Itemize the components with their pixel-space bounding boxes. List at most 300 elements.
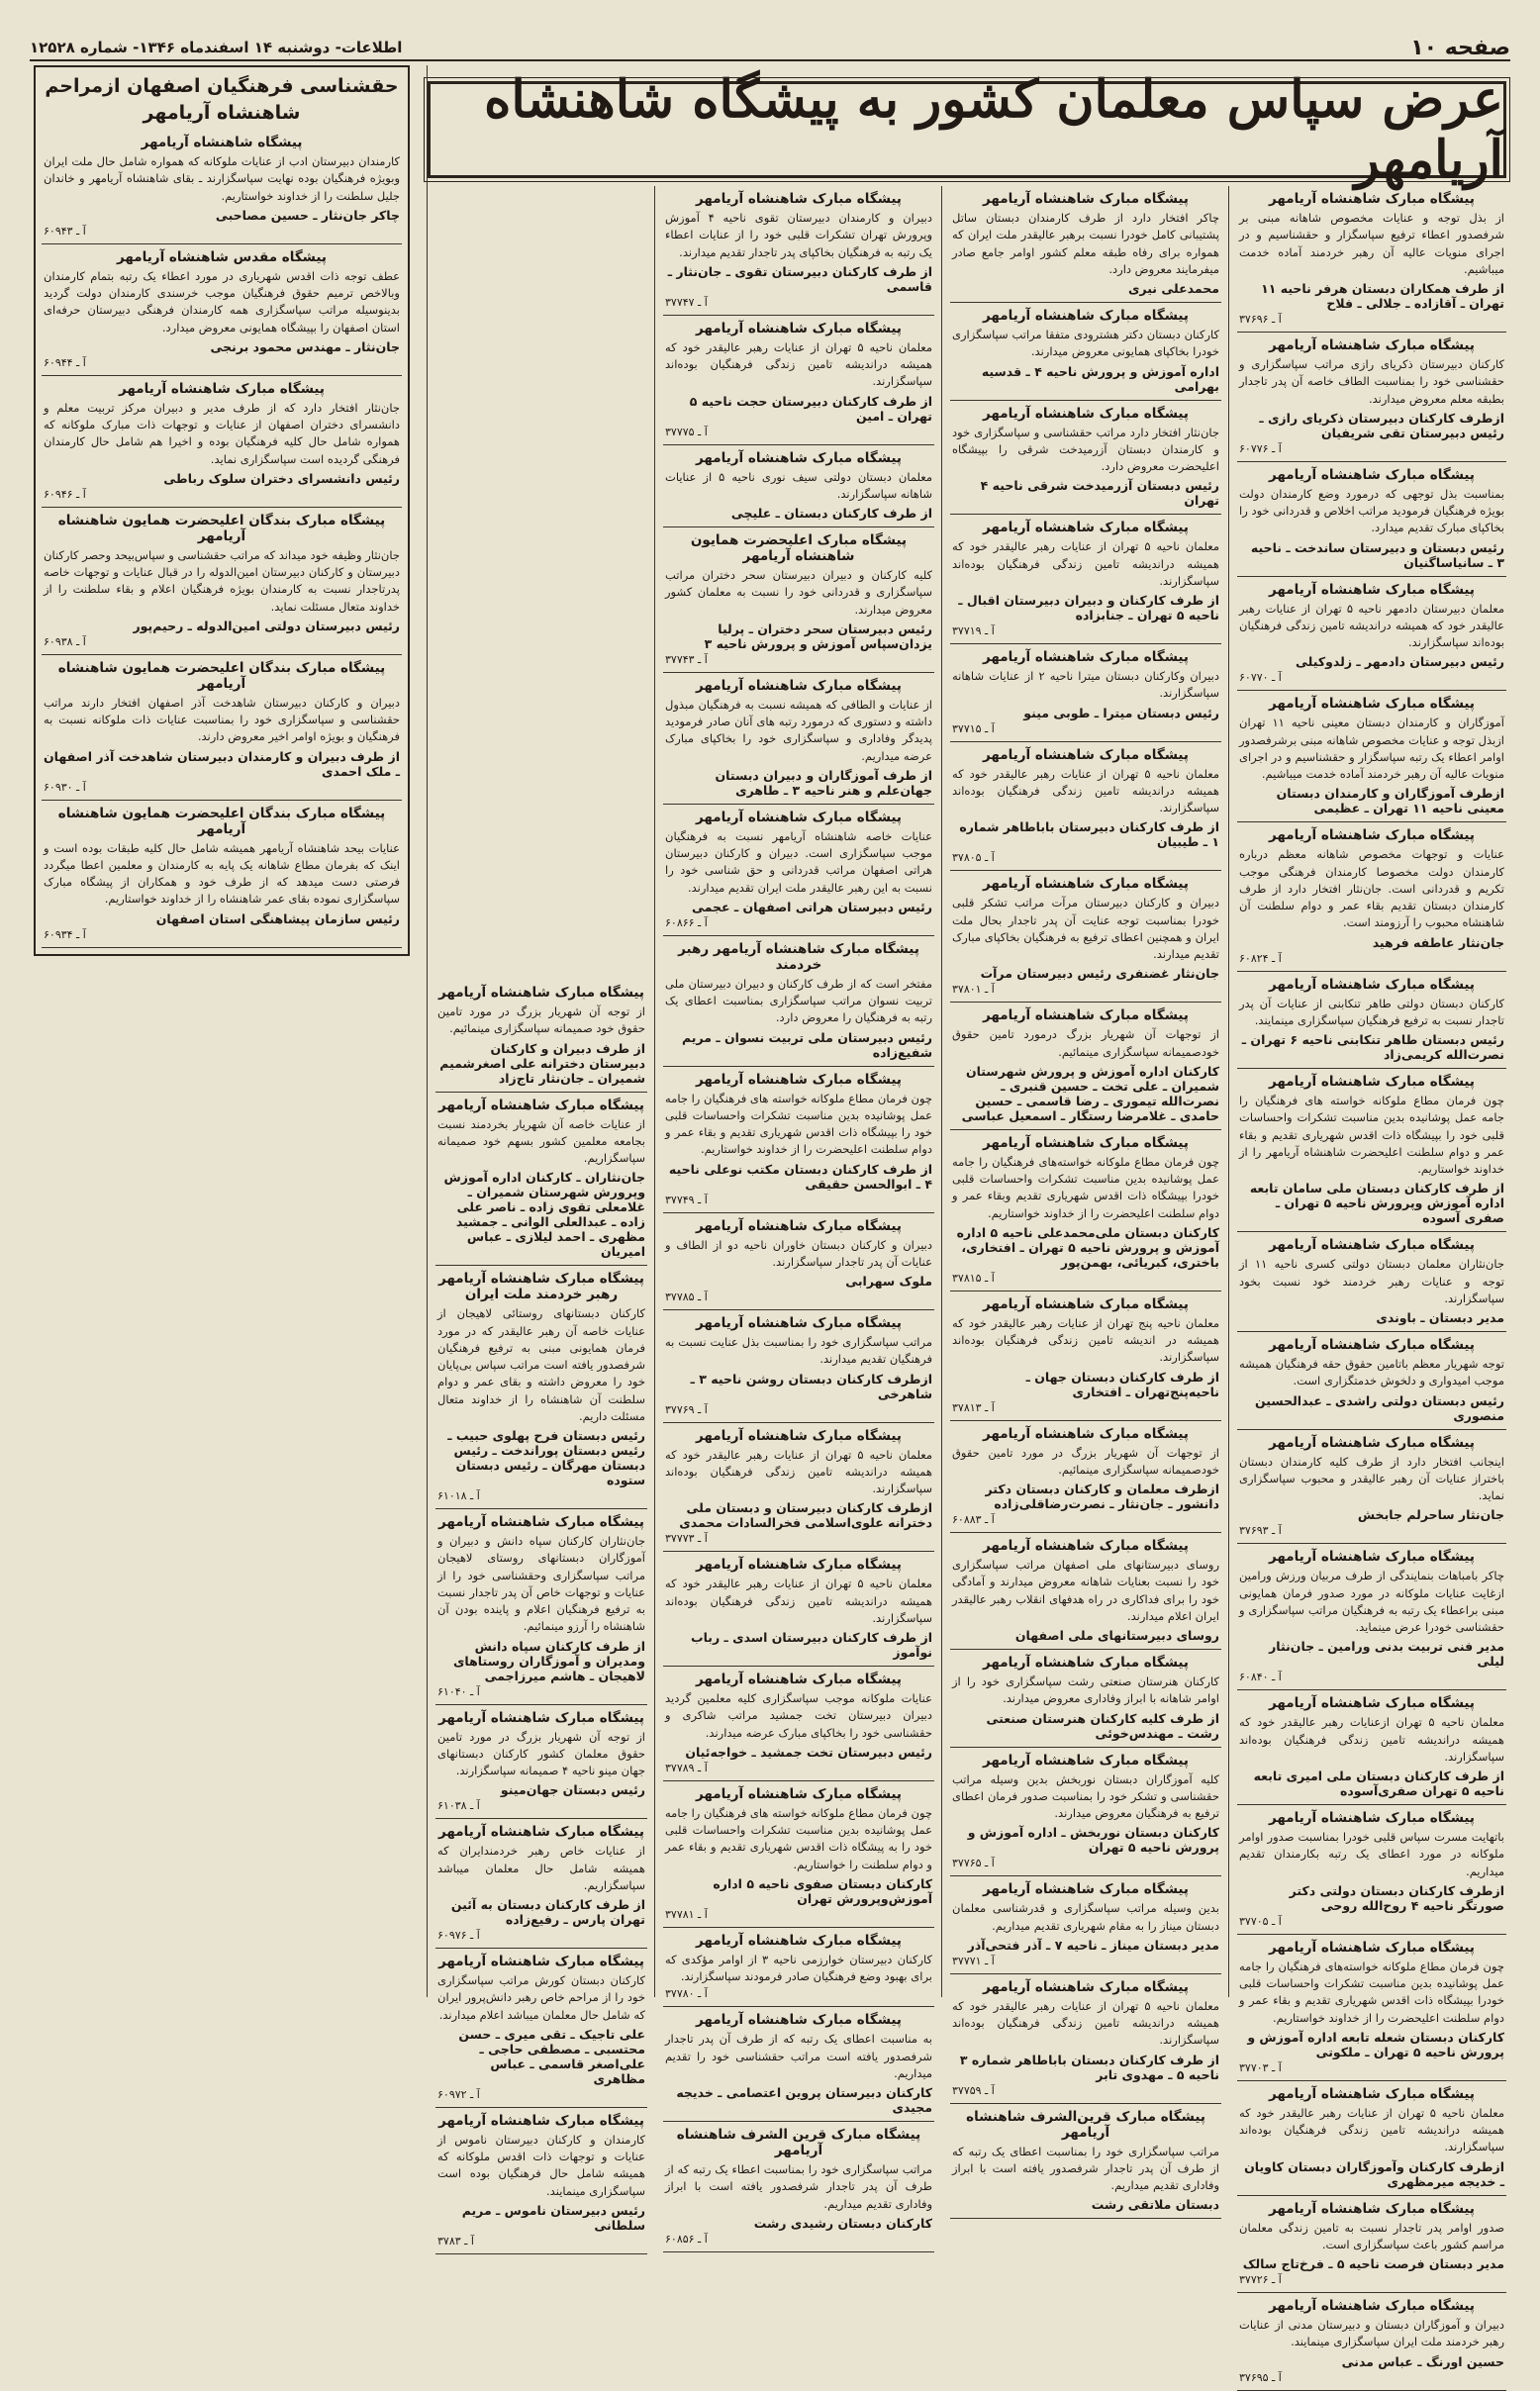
announcement-code: آ ـ ۳۷۶۹۶: [1239, 313, 1282, 326]
announcement-block: [42, 244, 402, 376]
column-rule: [1228, 186, 1229, 1997]
announcement-block: [1237, 186, 1506, 333]
column-3: [659, 186, 938, 2246]
announcement-body: از توجهات آن شهریار بزرگ درمورد تامین حقوق خودصمیمانه سپاسگزاری مینمائیم.: [952, 1027, 1219, 1059]
announcement-body: معلمان ناحیه ۵ تهران از عنایات رهبر عالیقدر خود که همیشه دراندیشه تامین زندگی فرهنگیان بوده‌اند سپاسگزارند.: [952, 766, 1219, 814]
announcement-code: آ ـ ۳۷۸۰۱: [952, 983, 995, 997]
announcement-signature: از طرف کارکنان دبستان جهان ـ ناحیه‌پنج‌تهران ـ افتخاری: [1025, 1369, 1219, 1399]
announcement-title: پیشگاه مبارک شاهنشاه آریامهر: [695, 1785, 903, 1802]
announcement-title: پیشگاه مبارک قرین الشرف شاهنشاه آریامهر: [676, 2127, 921, 2158]
announcement-block: [663, 445, 934, 528]
announcement-block: [1237, 1935, 1506, 2081]
announcement-block: [42, 508, 402, 655]
announcement-body: عطف توجه ذات اقدس شهریاری در مورد اعطاء یک رتبه بتمام کارمندان وبالاخص ترمیم حقوق فرهنگیان موجب خرسندی کارمندان دولت گردید بدینوسیله مراتب سپاسگزاری همه کارمندان فرهنگی دبیرستان حرفه‌ای استان اصفهان را بپیشگاه همایونی معروض میدارد.: [44, 268, 400, 335]
announcement-body: معلمان ناحیه ۵ تهران از عنایات رهبر عالیقدر خود که همیشه دراندیشه تامین زندگی فرهنگیان بوده‌اند سپاسگزارند.: [952, 1998, 1219, 2048]
column-rule: [427, 65, 428, 1997]
announcement-signature: ازطرف معلمان و کارکنان دبستان دکتر دانشور ـ جان‌نثار ـ نصرت‌رضاقلی‌زاده: [985, 1482, 1219, 1511]
announcement-block: [663, 1781, 934, 1928]
announcement-block: [1237, 691, 1506, 822]
announcement-code: آ ـ ۶۱۰۱۸: [437, 1489, 480, 1502]
announcement-code: آ ـ ۶۰۸۸۳: [952, 1513, 995, 1526]
announcement-signature: کارکنان دبستان شعله تابعه اداره آموزش و پرورش ناحیه ۵ تهران ـ ملکوتی: [1247, 2029, 1504, 2059]
announcement-signature: مدیر دبستان میناز ـ ناحیه ۷ ـ آذر فتحی‌آذر: [967, 1937, 1219, 1953]
announcement-signature: از طرف آموزگاران و دبیران دبستان جهان‌علم و هنر ناحیه ۳ ـ طاهری: [715, 767, 932, 798]
announcement-code: آ ـ ۶۱۰۴۰: [437, 1684, 480, 1698]
announcement-block: [1237, 1232, 1506, 1332]
announcement-body: دبیران و آموزگاران دبستان و دبیرستان مدنی از عنایات رهبر خردمند ملت ایران سپاسگزاری مینمایند.: [1239, 2318, 1504, 2349]
announcement-code: آ ـ ۳۷۷۴۷: [665, 295, 708, 309]
announcement-signature: دبستان ملاتقی رشت: [1091, 2197, 1219, 2213]
announcement-signature: حسین اورنگ ـ عباس مدنی: [1341, 2353, 1504, 2369]
announcement-body: دبیران وکارکنان دبستان میترا ناحیه ۲ از عنایات شاهانه سپاسگزارند.: [952, 669, 1219, 701]
announcement-body: از عنایات و الطافی که همیشه نسبت به فرهنگیان مبذول داشته و دستوری که درمورد رتبه های آنان صادر فرمودید پدیدگر وفاداری و سپاسگزاری خود را بخاکپای مبارک عرضه میداریم.: [665, 697, 932, 763]
announcement-code: آ ـ ۶۰۹۴۳: [44, 224, 86, 238]
announcement-signature: اداره آموزش و پرورش ناحیه ۴ ـ قدسیه بهرامی: [981, 363, 1219, 394]
announcement-code: آ ـ ۳۷۷۰۳: [1239, 2060, 1282, 2074]
announcement-title: پیشگاه مبارک شاهنشاه آریامهر: [1268, 1549, 1476, 1566]
announcement-signature: رئیس دبیرستان هراتی اصفهان ـ عجمی: [691, 899, 932, 914]
announcement-block: [950, 401, 1221, 516]
announcement-body: چون فرمان مطاع ملوکانه خواسته های فرهنگیان را جامه عمل پوشانیده بدین مناسبت تشکرات واحساسات قلبی خود را بپیشگاه ذات اقدس شهریاری تقدیم و بقاء عمر و دوام سلطنت اعلیحضرت شاهنشاه آریامهر را از خداوند خواستاریم.: [1239, 1094, 1504, 1176]
announcement-code: آ ـ ۶۰۹۷۶: [437, 1929, 480, 1942]
announcement-body: مفتخر است که از طرف کارکنان و دبیران دبیرستان ملی تربیت نسوان مراتب سپاسگزاری بمناسبت اعطای یک رتبه به فرهنگیان را معروض دارد.: [665, 976, 932, 1025]
announcement-title: پیشگاه مبارک شاهنشاه آریامهر: [695, 809, 903, 825]
announcement-block: [950, 1130, 1221, 1291]
announcement-body: عنایات بیحد شاهنشاه آریامهر همیشه شامل حال کلیه طبقات بوده است و اینک که بفرمان مطاع شاهانه یک پایه به کارمندان و معلمین اعطا میگردد فرصتی دست میدهد که از طرف خود و همکاران از پیشگاه مبارک سپاسگزاری نموده بقای عمر شاهنشاه را از خداوند خواستاریم.: [44, 840, 400, 907]
announcement-code: آ ـ ۳۷۷۸۵: [665, 1291, 708, 1303]
announcement-title: پیشگاه مبارک شاهنشاه آریامهر: [982, 1538, 1190, 1554]
announcement-signature: جان‌نثار غضنفری رئیس دبیرستان مرآت: [980, 966, 1219, 982]
announcement-signature: کارکنان دبستان ملی‌محمدعلی ناحیه ۵ اداره آموزش و پرورش ناحیه ۵ تهران ـ افتخاری، باختری، کبریائی، بهمن‌پور: [956, 1224, 1219, 1270]
announcement-title: پیشگاه مبارک شاهنشاه آریامهر: [695, 449, 903, 466]
announcement-title: پیشگاه مقدس شاهنشاه آریامهر: [116, 248, 327, 265]
announcement-body: صدور اوامر پدر تاجدار نسبت به تامین زندگی معلمان مراسم کشور باعث سپاسگزاری است.: [1239, 2220, 1504, 2251]
announcement-block: [1237, 1544, 1506, 1690]
announcement-title: پیشگاه مبارک شاهنشاه آریامهر: [437, 1824, 645, 1841]
announcement-block: [1237, 2196, 1506, 2294]
announcement-title: پیشگاه مبارک شاهنشاه آریامهر: [437, 1514, 645, 1530]
announcement-code: آ ـ ۶۰۹۷۲: [437, 2087, 480, 2101]
announcement-code: آ ـ ۶۱۰۳۸: [437, 1799, 480, 1813]
announcement-title: پیشگاه مبارک شاهنشاه آریامهر: [982, 1134, 1190, 1151]
announcement-signature: از طرف کارکنان دبستان ملی سامان تابعه اداره آموزش وپرورش ناحیه ۵ تهران ـ صفری آسوده: [1249, 1181, 1504, 1226]
announcement-block: [1237, 822, 1506, 971]
announcement-title: پیشگاه مبارک شاهنشاه آریامهر: [695, 1315, 903, 1331]
headline-banner: [428, 69, 1506, 190]
column-rule: [654, 186, 655, 1997]
announcement-block: [950, 1876, 1221, 1974]
announcement-code: آ ـ ۳۷۷۱۹: [952, 624, 995, 637]
announcement-title: پیشگاه مبارک بندگان اعلیحضرت همایون شاهنشاه آریامهر: [57, 512, 386, 544]
announcement-title: پیشگاه مبارک شاهنشاه آریامهر: [437, 2112, 645, 2129]
announcement-title: پیشگاه مبارک شاهنشاه آریامهر: [1268, 1434, 1476, 1451]
announcement-signature: از طرف همکاران دبستان هرفر ناحیه ۱۱ تهران ـ آقازاده ـ جلالی ـ فلاح: [1261, 281, 1504, 311]
announcement-block: [435, 1266, 647, 1509]
announcement-signature: روسای دبیرستانهای ملی اصفهان: [1014, 1628, 1219, 1643]
announcement-block: [950, 2104, 1221, 2220]
announcement-title: پیشگاه مبارک اعلیحضرت همایون شاهنشاه آریامهر: [690, 532, 908, 564]
announcement-title: پیشگاه مبارک شاهنشاه آریامهر: [982, 746, 1190, 763]
announcement-title: پیشگاه مبارک شاهنشاه آریامهر: [1268, 337, 1476, 353]
announcement-title: پیشگاه مبارک شاهنشاه آریامهر: [1268, 1695, 1476, 1712]
announcement-block: [1237, 972, 1506, 1070]
announcement-body: معلمان ناحیه پنج تهران از عنایات رهبر عالیقدر خود که همیشه در اندیشه تامین زندگی فرهنگیان بوده‌اند سپاسگزارند.: [952, 1315, 1219, 1365]
announcement-body: کلیه آموزگاران دبستان نوربخش بدین وسیله مراتب حقشناسی و تشکر خود را بمناسبت صدور فرمان اعطای ترفیع به فرهنگیان معروض میدارند.: [952, 1771, 1219, 1820]
announcement-signature: کارکنان دبیرستان پروین اعتصامی ـ خدیجه مجیدی: [676, 2085, 932, 2115]
announcement-title: پیشگاه مبارک شاهنشاه آریامهر: [982, 1295, 1190, 1312]
announcement-block: [663, 186, 934, 316]
announcement-title: پیشگاه مبارک شاهنشاه آریامهر: [1268, 2298, 1476, 2314]
announcement-block: [950, 515, 1221, 644]
announcement-body: بمناسبت بذل توجهی که درمورد وضع کارمندان دولت بویژه فرهنگیان فرمودید مراتب اخلاص و قدردانی خود را بخاکپای مبارک تقدیم میدارد.: [1239, 486, 1504, 535]
announcement-block: [1237, 1805, 1506, 1935]
announcement-block: [1237, 1069, 1506, 1232]
announcement-body: معلمان ناحیه ۵ تهران ازعنایات رهبر عالیقدر خود که همیشه دراندیشه تامین زندگی فرهنگیان بوده‌اند سپاسگزارند.: [1239, 1715, 1505, 1764]
announcement-signature: کارکنان اداره آموزش و پرورش شهرستان شمیران ـ علی تخت ـ حسین قنبری ـ نصرت‌الله تیموری ـ رضا قاسمی ـ حسین حامدی ـ غلامرضا رستگار ـ اسمعیل عباسی: [961, 1063, 1219, 1123]
announcement-body: کارکنان هنرستان صنعتی رشت سپاسگزاری خود را از اوامر شاهانه با ابراز وفاداری معروض میدارند.: [952, 1674, 1219, 1706]
announcement-block: [950, 742, 1221, 872]
announcement-title: پیشگاه مبارک شاهنشاه آریامهر رهبر خردمند ملت ایران: [437, 1271, 645, 1303]
announcement-body: به مناسبت اعطای یک رتبه که از طرف آن پدر تاجدار شرفصدور یافته است مراتب حقشناسی خود را تقدیم میداریم.: [665, 2032, 932, 2080]
announcement-body: دبیران و کارمندان دبیرستان تقوی ناحیه ۴ آموزش وپرورش تهران تشکرات قلبی خود را از عنایات اعطاء یک رتبه به فرهنگیان بخاکپای پدر تاجدار تقدیم میدارند.: [665, 211, 932, 259]
announcement-body: چون فرمان مطاع ملوکانه خواسته‌های فرهنگیان را جامه عمل پوشانیده بدین مناسبت تشکرات واحساسات قلبی خودرا بپیشگاه ذات اقدس شهریاری تقدیم وبقاء عمر و دوام سلطنت اعلیحضرت را از خداوند خواستاریم.: [952, 1154, 1219, 1220]
announcement-signature: جان‌نثار ساحرلم جابخش: [1357, 1507, 1504, 1523]
announcement-body: چون فرمان مطاع ملوکانه خواسته های فرهنگیان را جامه عمل پوشانیده بدین مناسبت تشکرات واحساسات قلبی خود را به پیشگاه ذات اقدس شهریاری تقدیم و بقاء عمر و دوام سلطنت را خواستاریم.: [665, 1805, 932, 1871]
announcement-signature: از طرف کارکنان دبیرستان تقوی ـ جان‌نثار ـ قاسمی: [667, 263, 932, 294]
announcement-block: [950, 1003, 1221, 1130]
announcement-body: کارمندان دبیرستان ادب از عنایات ملوکانه که همواره شامل حال ملت ایران وبویژه فرهنگیان بوده نهایت سپاسگزارند ـ بقای شاهنشاه آریامهر و خاندان جلیل سلطنت را از خداوند خواستاریم.: [44, 154, 400, 203]
announcement-signature: رئیس سازمان پیشاهنگی استان اصفهان: [155, 910, 400, 926]
announcement-signature: رئیس دانشسرای دختران سلوک رباطی: [163, 470, 400, 486]
announcement-block: [435, 1093, 647, 1267]
announcement-title: پیشگاه مبارک شاهنشاه آریامهر: [982, 520, 1190, 536]
announcement-title: پیشگاه مبارک شاهنشاه آریامهر: [1268, 976, 1476, 993]
announcement-code: آ ـ ۶۰۷۷۶: [1239, 441, 1282, 455]
announcement-title: پیشگاه مبارک شاهنشاه آریامهر: [1268, 827, 1476, 844]
announcement-body: جان‌نثاران کارکنان سپاه دانش و دبیران و آموزگاران دبستانهای روستای لاهیجان مراتب سپاسگزاری وحقشناسی خود را از عنایات و توجهات خاص آن پدر تاجدار نسبت به ترفیع فرهنگیان اعلام و پاینده بودن آن شاهنشاه را آرزو مینمائیم.: [437, 1534, 645, 1634]
announcement-body: معلمان ناحیه ۵ تهران از عنایات رهبر عالیقدر خود که همیشه دراندیشه تامین زندگی فرهنگیان بوده‌اند سپاسگزارند.: [952, 539, 1219, 588]
announcement-body: چاکر بامباهات بنمایندگی از طرف مربیان ورزش ورامین ازغایت عنایات ملوکانه در مورد صدور فرمان همایونی مبنی براعطاء یک رتبه به فرهنگیان مراتب سپاسگزاری و حقشناسی خودرا عرض مینماید.: [1239, 1569, 1504, 1634]
announcement-signature: رئیس دبستان طاهر تنکابنی ناحیه ۶ تهران ـ نصرت‌الله کریمی‌زاد: [1241, 1032, 1504, 1062]
announcement-body: مراتب سپاسگزاری خود را بمناسبت اعطای یک رتبه که از طرف آن پدر تاجدار شرفصدور یافته است با ابراز وفاداری تقدیم میداریم.: [952, 2144, 1219, 2192]
announcement-code: آ ـ ۳۷۷۰۵: [1239, 1914, 1282, 1928]
announcement-title: پیشگاه مبارک شاهنشاه آریامهر: [695, 1932, 903, 1949]
announcement-title: پیشگاه مبارک شاهنشاه آریامهر: [982, 876, 1190, 893]
column-1: [1233, 186, 1510, 2384]
column-4-top: [432, 186, 651, 978]
announcement-block: [1237, 462, 1506, 577]
column-4: [432, 980, 651, 2248]
announcement-title: پیشگاه مبارک شاهنشاه آریامهر: [1268, 581, 1476, 598]
announcement-body: معلمان ناحیه ۵ تهران از عنایات رهبر عالیقدر خود که همیشه دراندیشه تامین زندگی فرهنگیان بوده‌اند سپاسگزارند.: [1239, 2105, 1505, 2154]
announcement-body: چون فرمان مطاع ملوکانه خواسته‌های فرهنگیان را جامه عمل پوشانیده بدین مناسبت تشکرات واحساسات قلبی خودرا بپیشگاه ذات اقدس شهریاری تقدیم و بقاء عمر و دوام سلطنت اعلیحضرت را از خداوند خواستاریم.: [1239, 1959, 1504, 2025]
announcement-title: پیشگاه مبارک شاهنشاه آریامهر: [982, 308, 1190, 324]
announcement-title: پیشگاه مبارک شاهنشاه آریامهر: [1268, 1074, 1476, 1090]
announcement-code: آ ـ ۳۷۷۸۰: [665, 1987, 708, 2001]
announcement-block: [435, 2108, 647, 2254]
announcement-title: پیشگاه مبارک شاهنشاه آریامهر: [982, 1752, 1190, 1769]
announcement-body: چون فرمان مطاع ملوکانه خواسته های فرهنگیان را جامه عمل پوشانیده بدین مناسبت تشکرات واحساسات قلبی خود را بپیشگاه ذات اقدس شهریاری تقدیم و بقاء عمر و دوام سلطنت اعلیحضرت را از خداوند خواستاریم.: [665, 1091, 932, 1157]
announcement-title: پیشگاه مبارک شاهنشاه آریامهر: [982, 1425, 1190, 1442]
announcement-signature: رئیس دبستان آزرمیدخت شرقی ناحیه ۴ تهران: [980, 478, 1219, 509]
announcement-signature: از طرف کارکنان دبستان مکتب نوعلی ناحیه ۴ ـ ابوالحسن حقیقی: [668, 1161, 932, 1192]
announcement-code: آ ـ ۶۰۹۳۰: [44, 780, 86, 794]
isfahan-box: [34, 65, 410, 956]
announcement-body: دبیران و کارکنان دبستان خاوران ناحیه دو از الطاف و عنایات آن پدر تاجدار سپاسگزارند.: [665, 1237, 932, 1269]
announcement-block: [663, 1310, 934, 1423]
announcement-block: [1237, 577, 1506, 692]
announcement-signature: مدیر دبستان فرصت ناحیه ۵ ـ فرخ‌تاج سالک: [1242, 2256, 1504, 2271]
announcement-signature: رئیس دبستان فرح پهلوی حبیب ـ رئیس دبستان پوراندخت ـ رئیس دبستان مهرگان ـ رئیس دبستان ستوده: [447, 1428, 645, 1487]
announcement-title: پیشگاه مبارک شاهنشاه آریامهر: [982, 649, 1190, 665]
announcement-code: آ ـ ۳۷۷۶۵: [952, 1857, 995, 1870]
announcement-code: آ ـ ۶۰۸۴۰: [1239, 1671, 1282, 1684]
announcement-body: معلمان دبستان دولتی سیف نوری ناحیه ۵ از عنایات شاهانه سپاسگزارند.: [665, 469, 932, 501]
announcement-signature: جان‌نثاران ـ کارکنان اداره آموزش وپرورش شهرستان شمیران ـ غلامعلی تقوی زاده ـ ناصر علی زاده ـ عبدالعلی الوانی ـ جمشید مظهری ـ احمد لیلازی ـ عباس امیریان: [443, 1170, 645, 1260]
announcement-code: آ ـ ۶۰۸۶۶: [665, 915, 708, 929]
announcement-title: پیشگاه مبارک شاهنشاه آریامهر: [1268, 696, 1476, 713]
announcement-body: معلمان ناحیه ۵ تهران از عنایات رهبر عالیقدر خود که همیشه دراندیشه تامین زندگی فرهنگیان بوده‌اند سپاسگزارند.: [665, 1577, 932, 1625]
announcement-title: پیشگاه مبارک بندگان اعلیحضرت همایون شاهنشاه آریامهر: [57, 805, 386, 837]
announcement-signature: از طرف کارکنان دبستان ملی امیری تابعه ناحیه ۵ تهران صفری‌آسوده: [1253, 1769, 1504, 1798]
column-2: [946, 186, 1225, 2213]
announcement-body: کارکنان دبستان کورش مراتب سپاسگزاری خود را از مراحم خاص رهبر دانش‌پرور ایران که شامل حال معلمان میباشد اعلام میدارند.: [437, 1973, 645, 2022]
announcement-body: روسای دبیرستانهای ملی اصفهان مراتب سپاسگزاری خود را نسبت بعنایات شاهانه معروض میدارند و آمادگی خود را برای فداکاری در راه هدفهای انقلاب رهبر عالیقدر ایران اعلام میدارند.: [952, 1558, 1219, 1623]
announcement-code: آ ـ ۶۰۹۴۶: [44, 487, 86, 501]
announcement-title: پیشگاه مبارک شاهنشاه آریامهر: [695, 1071, 903, 1088]
announcement-block: [42, 801, 402, 948]
announcement-title: پیشگاه مبارک شاهنشاه آریامهر: [1268, 1939, 1476, 1956]
announcement-signature: کارکنان دبستان نوربخش ـ اداره آموزش و پرورش ناحیه ۵ تهران: [967, 1825, 1219, 1856]
column-rule: [941, 186, 942, 1997]
announcement-code: آ ـ ۳۷۸۱۵: [952, 1271, 995, 1285]
page-header: [30, 36, 1510, 61]
announcement-block: [1237, 1430, 1506, 1545]
announcement-block: [435, 1819, 647, 1949]
announcement-signature: رئیس دبستان دولتی راشدی ـ عبدالحسین منصوری: [1255, 1392, 1504, 1423]
announcement-body: عنایات خاصه شاهنشاه آریامهر نسبت به فرهنگیان موجب سپاسگزاری است. دبیران و کارکنان دبیرستان هراتی اصفهان مراتب قدردانی و حق شناسی خود را نسبت به این رهبر عالیقدر ملت ایران تقدیم میدارند.: [665, 828, 932, 895]
announcement-block: [1237, 2081, 1506, 2196]
announcement-title: پیشگاه مبارک شاهنشاه آریامهر: [982, 1978, 1190, 1995]
announcement-block: [42, 376, 402, 508]
announcement-body: اینجانب افتخار دارد از طرف کلیه کارمندان دبستان باختراز عنایات آن رهبر عالیقدر و محبوب سپاسگزاری نماید.: [1239, 1454, 1504, 1502]
announcement-code: آ ـ ۳۷۷۶۹: [665, 1402, 708, 1416]
masthead-line: اطلاعات- دوشنبه ۱۴ اسفندماه ۱۳۴۶- شماره ۱۲۵۲۸: [30, 39, 403, 56]
announcement-signature: از طرف کارکنان و دبیران دبیرستان اقبال ـ ناحیه ۵ تهران ـ جنابزاده: [958, 593, 1219, 622]
announcement-code: آ ـ ۳۷۶۹۵: [1239, 2370, 1282, 2384]
announcement-title: پیشگاه مبارک شاهنشاه آریامهر: [695, 1427, 903, 1444]
announcement-signature: رئیس دبیرستان تخت جمشید ـ خواجه‌ئیان: [685, 1744, 932, 1760]
announcement-body: از عنایات خاص رهبر خردمندایران که همیشه شامل حال معلمان میباشد سپاسگزاریم.: [437, 1844, 645, 1892]
announcement-code: آ ـ ۳۷۷۷۵: [665, 425, 708, 438]
announcement-title: پیشگاه مبارک شاهنشاه آریامهر: [695, 320, 903, 336]
announcement-code: آ ـ ۶۰۹۴۴: [44, 355, 86, 369]
announcement-body: معلمان دبیرستان دادمهر ناحیه ۵ تهران از عنایات رهبر عالیقدر خود که همیشه دراندیشه تامین زندگی فرهنگیان بوده‌اند سپاسگزارند.: [1239, 601, 1504, 649]
announcement-block: [950, 1650, 1221, 1748]
announcement-block: [950, 871, 1221, 1003]
announcement-body: دبیران و کارکنان دبیرستان مرآت مراتب تشکر قلبی خودرا بمناسبت توجه عنایت آن پدر تاجدار بحال ملت ایران و همچنین اعطای ترفیع به فرهنگیان بخاکپای مبارک تقدیم میدارند.: [952, 896, 1219, 961]
announcement-title: پیشگاه مبارک شاهنشاه آریامهر: [982, 1881, 1190, 1898]
announcement-block: [663, 1423, 934, 1553]
announcement-signature: رئیس دبستان میترا ـ طوبی مینو: [1023, 705, 1219, 720]
announcement-block: [950, 1291, 1221, 1421]
announcement-signature: از طرف دبیران و کارمندان دبیرستان شاهدخت آذر اصفهان ـ ملک احمدی: [44, 748, 400, 779]
announcement-block: [663, 1928, 934, 2008]
announcement-body: معلمان ناحیه ۵ تهران از عنایات رهبر عالیقدر خود که همیشه دراندیشه تامین زندگی فرهنگیان بوده‌اند سپاسگزارند.: [665, 339, 932, 389]
announcement-code: آ ـ ۳۷۷۷۳: [665, 1532, 708, 1546]
announcement-block: [435, 980, 647, 1093]
announcement-code: آ ـ ۳۷۷۴۳: [665, 652, 708, 666]
announcement-title: پیشگاه مبارک قرین‌الشرف شاهنشاه آریامهر: [966, 2108, 1205, 2141]
announcement-block: [950, 1748, 1221, 1877]
announcement-body: کارکنان دبستانهای روستائی لاهیجان از عنایات خاصه آن رهبر عالیقدر که در مورد فرمان همایونی مبنی به ترفیع فرهنگیان شرفصدور یافته است مراتب سپاس بی‌پایان خود را معروض داشته و بقای عمر و دوام سلطنت آن شاهنشاه را از خداوند متعال مسئلت داریم.: [437, 1306, 645, 1423]
isfahan-headline: حقشناسی فرهنگیان اصفهان ازمراحم شاهنشاه آریامهر: [45, 75, 399, 124]
announcement-block: [950, 186, 1221, 303]
announcement-code: آ ـ ۶۰۹۳۸: [44, 634, 86, 648]
announcement-body: جان‌نثار وظیفه خود میداند که مراتب حقشناسی و سپاس‌بیحد وحصر کارکنان دبیرستان و کارکنان دبیرستان امین‌الدوله را در قبال عنایات و توجهات خاصه پدرتاجدار نسبت به کارمندان بویژه فرهنگیان اعلام و بقاء سلطنت را از خداوند متعال مسئلت نماید.: [44, 547, 400, 614]
announcement-body: از توجهات آن شهریار بزرگ در مورد تامین حقوق خودصمیمانه سپاسگزاری مینمائیم.: [952, 1445, 1219, 1477]
announcement-title: پیشگاه مبارک شاهنشاه آریامهر: [695, 677, 903, 694]
announcement-body: از عنایات خاصه آن شهریار بخردمند نسبت بجامعه معلمین کشور بسهم خود صمیمانه سپاسگزاریم.: [437, 1116, 645, 1165]
announcement-signature: محمدعلی نیری: [1127, 281, 1219, 296]
announcement-signature: از طرف کارکنان دبیرستان حجت ناحیه ۵ تهران ـ امین: [689, 393, 932, 424]
announcement-title: پیشگاه مبارک شاهنشاه آریامهر: [1268, 191, 1476, 207]
announcement-code: آ ـ ۳۷۷۴۹: [665, 1193, 708, 1206]
announcement-body: عنایات ملوکانه موجب سپاسگزاری کلیه معلمین گردید دبیران دبیرستان تخت جمشید مراتب شاکری و حقشناسی خود را بخاکپای مبارک عرضه میدارند.: [665, 1691, 932, 1740]
announcement-body: باتهایت مسرت سپاس قلبی خودرا بمناسبت صدور اوامر ملوکانه در مورد اعطای یک رتبه بکارمندان تقدیم میداریم.: [1239, 1830, 1504, 1878]
announcement-title: پیشگاه مبارک شاهنشاه آریامهر: [1268, 2200, 1476, 2217]
announcement-signature: رئیس دبیرستان ناموس ـ مریم سلطانی: [461, 2202, 645, 2233]
announcement-signature: چاکر جان‌نثار ـ حسین مصاحبی: [215, 207, 400, 223]
announcement-signature: از طرف کارکنان دبیرستان اسدی ـ رباب نوآموز: [691, 1630, 932, 1660]
announcement-title: پیشگاه مبارک شاهنشاه آریامهر: [437, 1709, 645, 1726]
announcement-body: جان‌نثاران معلمان دبستان دولتی کسری ناحیه ۱۱ از توجه و عنایات رهبر خردمند خود نسبت بخود سپاسگزارند.: [1239, 1257, 1504, 1305]
announcement-block: [663, 1213, 934, 1311]
announcement-title: پیشگاه مبارک شاهنشاه آریامهر: [1268, 1810, 1476, 1826]
announcement-signature: مدیر فنی تربیت بدنی ورامین ـ جان‌نثار لیلی: [1269, 1639, 1504, 1670]
announcement-code: آ ـ ۳۷۸۰۵: [952, 851, 995, 865]
announcement-title: پیشگاه مبارک بندگان اعلیحضرت همایون شاهنشاه آریامهر: [57, 659, 386, 692]
announcement-block: [950, 1974, 1221, 2104]
announcement-block: [1237, 1332, 1506, 1430]
announcement-signature: علی تاجیک ـ تقی میری ـ حسن محتسبی ـ مصطفی حاجی ـ علی‌اصغر قاسمی ـ عباس مظاهری: [458, 2026, 645, 2086]
announcement-block: [663, 2122, 934, 2252]
announcement-title: پیشگاه مبارک شاهنشاه آریامهر: [1268, 1337, 1476, 1353]
announcement-block: [1237, 333, 1506, 462]
announcement-signature: ازطرف کارکنان وآموزگاران دبستان کاویان ـ خدیجه میرمظهری: [1244, 2158, 1504, 2189]
announcement-title: پیشگاه مبارک شاهنشاه آریامهر: [982, 1655, 1190, 1671]
announcement-body: از بذل توجه و عنایات مخصوص شاهانه مبنی بر شرفصدور اعطاء ترفیع سپاسگزار و حقشناسیم و در اجرای منویات عالیه آن رهبر خردمند آماده خدمت میباشیم.: [1239, 211, 1504, 276]
announcement-signature: کارکنان دبستان صفوی ناحیه ۵ اداره آموزش‌وپرورش تهران: [713, 1875, 932, 1906]
announcement-signature: از طرف کارکنان دبیرستان باباطاهر شماره ۱ ـ طیبیان: [959, 819, 1219, 850]
announcement-block: [663, 1067, 934, 1213]
announcement-title: پیشگاه مبارک شاهنشاه آریامهر: [695, 1217, 903, 1234]
announcement-block: [435, 1705, 647, 1820]
announcement-body: توجه شهریار معظم باتامین حقوق حقه فرهنگیان همیشه موجب امیدواری و دلخوش خدمتگزاری است.: [1239, 1357, 1504, 1388]
announcement-signature: ازطرف کارکنان دبیرستان ذکریای رازی ـ رئیس دبیرستان تقی شریفیان: [1259, 410, 1504, 440]
announcement-block: [950, 1533, 1221, 1650]
announcement-signature: از طرف دبیران و کارکنان دبیرستان دخترانه علی اصغرشمیم شمیران ـ جان‌نثار تاج‌زاد: [439, 1040, 645, 1086]
announcement-title: پیشگاه مبارک شاهنشاه آریامهر: [695, 2012, 903, 2029]
announcement-block: [42, 655, 402, 801]
announcement-signature: رئیس دبیرستان دولتی امین‌الدوله ـ رحیم‌پور: [133, 618, 400, 633]
announcement-block: [950, 303, 1221, 401]
announcement-body: دبیران و کارکنان دبیرستان شاهدخت آذر اصفهان افتخار دارند مراتب حقشناسی و سپاسگزاری خود را بمناسبت عنایات ذات ملوکانه نسبت به فرهنگیان و بویژه اوامر اخیر معروض دارند.: [44, 695, 400, 744]
announcement-signature: جان‌نثار عاطفه فرهید: [1372, 934, 1504, 950]
announcement-body: عنایات و توجهات مخصوص شاهانه معظم درباره کارمندان دولت مخصوصا کارمندان فرهنگی موجب تکریم و قدردانی است. جان‌نثار افتخار دارد از طرف کارمندان دبستان تقدیم بقاء عمر و دوام سلطنت آن شاهنشاه محبوب را آرزومند است.: [1239, 847, 1504, 930]
announcement-body: آموزگاران و کارمندان دبستان معینی ناحیه ۱۱ تهران ازبذل توجه و عنایات مخصوص شاهانه مبنی برشرفصدور اوامر اعطاء یک رتبه سپاسگزار و حقشناسیم و در اجرای منویات عالیه آن رهبر خردمند آماده خدمت میباشیم.: [1239, 716, 1504, 781]
announcement-code: آ ـ ۳۷۷۱۵: [952, 721, 995, 735]
announcement-body: کارکنان دبیرستان خوارزمی ناحیه ۳ از اوامر مؤکدی که برای بهبود وضع فرهنگیان صادر فرمودند سپاسگزارند.: [665, 1952, 932, 1983]
announcement-signature: جان‌نثار ـ مهندس محمود برنجی: [210, 338, 400, 354]
announcement-signature: رئیس دبیرستان ملی تربیت نسوان ـ مریم شفیع‌زاده: [682, 1029, 932, 1060]
announcement-title: پیشگاه مبارک شاهنشاه آریامهر رهبر خردمند: [678, 940, 919, 973]
announcement-block: [1237, 1690, 1506, 1805]
announcement-signature: رئیس دبستان جهان‌مینو: [500, 1782, 645, 1798]
announcement-title: پیشگاه مبارک شاهنشاه آریامهر: [437, 985, 645, 1001]
announcement-block: [1237, 2293, 1506, 2391]
announcement-code: آ ـ ۶۰۸۵۶: [665, 2232, 708, 2246]
announcement-title: پیشگاه مبارک شاهنشاه آریامهر: [1268, 2085, 1476, 2102]
announcement-code: آ ـ ۳۷۶۹۳: [1239, 1524, 1282, 1538]
announcement-title: پیشگاه مبارک شاهنشاه آریامهر: [982, 191, 1190, 207]
announcement-signature: از طرف کارکنان دبستان باباطاهر شماره ۳ ناحیه ۵ ـ مهدوی تابر: [959, 2052, 1219, 2082]
announcement-body: مراتب سپاسگزاری خود را بمناسبت بذل عنایت نسبت به فرهنگیان تقدیم میدارند.: [665, 1335, 932, 1367]
announcement-body: کارمندان و کارکنان دبیرستان ناموس از عنایات و توجهات ذات اقدس ملوکانه که همیشه شامل حال فرهنگیان بوده است سپاسگزاری مینمایند.: [437, 2132, 645, 2198]
announcement-signature: از طرف کارکنان سپاه دانش ومدیران و آموزگاران روستاهای لاهیجان ـ هاشم میرزاجمی: [452, 1638, 645, 1683]
announcement-signature: رئیس دبیرستان سحر دختران ـ پرلیا یزدان‌سپاس آموزش و پرورش ناحیه ۳: [704, 621, 932, 651]
announcement-block: [663, 2007, 934, 2122]
announcement-title: پیشگاه مبارک شاهنشاه آریامهر: [695, 1557, 903, 1574]
announcement-title: پیشگاه مبارک شاهنشاه آریامهر: [695, 191, 903, 207]
announcement-signature: از طرف کارکنان دبستان به آئین تهران پارس ـ رفیع‌زاده: [450, 1897, 645, 1927]
announcement-signature: ازطرف آموزگاران و کارمندان دبستان معینی ناحیه ۱۱ تهران ـ عظیمی: [1276, 786, 1504, 816]
announcement-title: پیشگاه مبارک شاهنشاه آریامهر: [695, 1672, 903, 1687]
announcement-body: چاکر افتخار دارد از طرف کارمندان دبستان ساتل پشتیبانی کامل خودرا نسبت برهبر عالیقدر ملت ایران که همواره برای رفاه طبقه معلم کشور اوامر جامع صادر میفرمایند معروض دارد.: [952, 211, 1219, 276]
announcement-block: [663, 673, 934, 805]
announcement-title: پیشگاه مبارک شاهنشاه آریامهر: [437, 1097, 645, 1113]
announcement-body: از توجه آن شهریار بزرگ در مورد تامین حقوق خود صمیمانه سپاسگزاری مینمائیم.: [437, 1004, 645, 1036]
announcement-title: پیشگاه مبارک شاهنشاه آریامهر: [437, 1954, 645, 1969]
announcement-body: بدین وسیله مراتب سپاسگزاری و قدرشناسی معلمان دبستان میناز را به مقام شهریاری تقدیم میداریم.: [952, 1901, 1219, 1933]
announcement-block: [663, 316, 934, 445]
announcement-body: معلمان ناحیه ۵ تهران از عنایات رهبر عالیقدر خود که همیشه دراندیشه تامین زندگی فرهنگیان بوده‌اند سپاسگزارند.: [665, 1447, 932, 1495]
announcement-body: کارکنان دبستان دکتر هشترودی متفقا مراتب سپاسگزاری خودرا بخاکپای همایونی معروض میدارند.: [952, 328, 1219, 359]
announcement-signature: ملوک سهرابی: [845, 1274, 932, 1289]
announcement-block: [435, 1949, 647, 2108]
announcement-title: پیشگاه شاهنشاه آریامهر: [141, 135, 303, 151]
announcement-signature: ازطرف کارکنان دبستان دولتی دکتر صورتگر ناحیه ۴ روح‌الله روحی: [1289, 1882, 1504, 1913]
announcement-title: پیشگاه مبارک شاهنشاه آریامهر: [982, 405, 1190, 422]
announcement-body: جان‌نثار افتخار دارد که از طرف مدیر و دبیران مرکز تربیت معلم و دانشسرای دختران اصفهان از عنایات و توجهات ذات مبارک ملوکانه که همواره شامل حال کلیه فرهنگیان بوده و اخیرا هم شامل حال کارمندان فرهنگی گردیده است سپاسگزاری نماید.: [44, 400, 400, 466]
announcement-code: آ ـ ۳۷۷۲۶: [1239, 2273, 1282, 2286]
announcement-code: آ ـ ۶۰۸۲۴: [1239, 951, 1282, 965]
page-number: صفحه ۱۰: [1410, 35, 1510, 60]
announcement-code: آ ـ ۶۰۹۳۴: [44, 927, 86, 941]
announcement-signature: ازطرف کارکنان دبستان روشن ناحیه ۳ ـ شاهرخی: [690, 1371, 932, 1401]
announcement-body: مراتب سپاسگزاری خود را بمناسبت اعطاء یک رتبه که از طرف آن پدر تاجدار شرفصدور یافته است با ابراز وفاداری تقدیم میداریم.: [665, 2162, 932, 2211]
announcement-block: [663, 1552, 934, 1667]
announcement-title: پیشگاه مبارک شاهنشاه آریامهر: [118, 380, 326, 397]
announcement-code: آ ـ ۶۰۷۷۰: [1239, 671, 1282, 685]
announcement-block: [950, 1421, 1221, 1534]
announcement-title: پیشگاه مبارک شاهنشاه آریامهر: [1268, 1237, 1476, 1254]
announcement-signature: از طرف کارکنان دبستان ـ علیچی: [730, 506, 932, 521]
announcement-signature: ازطرف کارکنان دبیرستان و دبستان ملی دخترانه علوی‌اسلامی فخرالسادات محمدی: [679, 1500, 932, 1531]
announcement-signature: مدیر دبستان ـ باوندی: [1376, 1310, 1504, 1325]
announcement-signature: رئیس دبستان و دبیرستان ساندخت ـ ناحیه ۳ ـ سانیاساگنیان: [1250, 539, 1504, 570]
announcement-body: کلیه کارکنان و دبیران دبیرستان سحر دختران مراتب سپاسگزاری و قدردانی خود را نسبت به معلمان کشور معروض میدارند.: [665, 568, 932, 617]
